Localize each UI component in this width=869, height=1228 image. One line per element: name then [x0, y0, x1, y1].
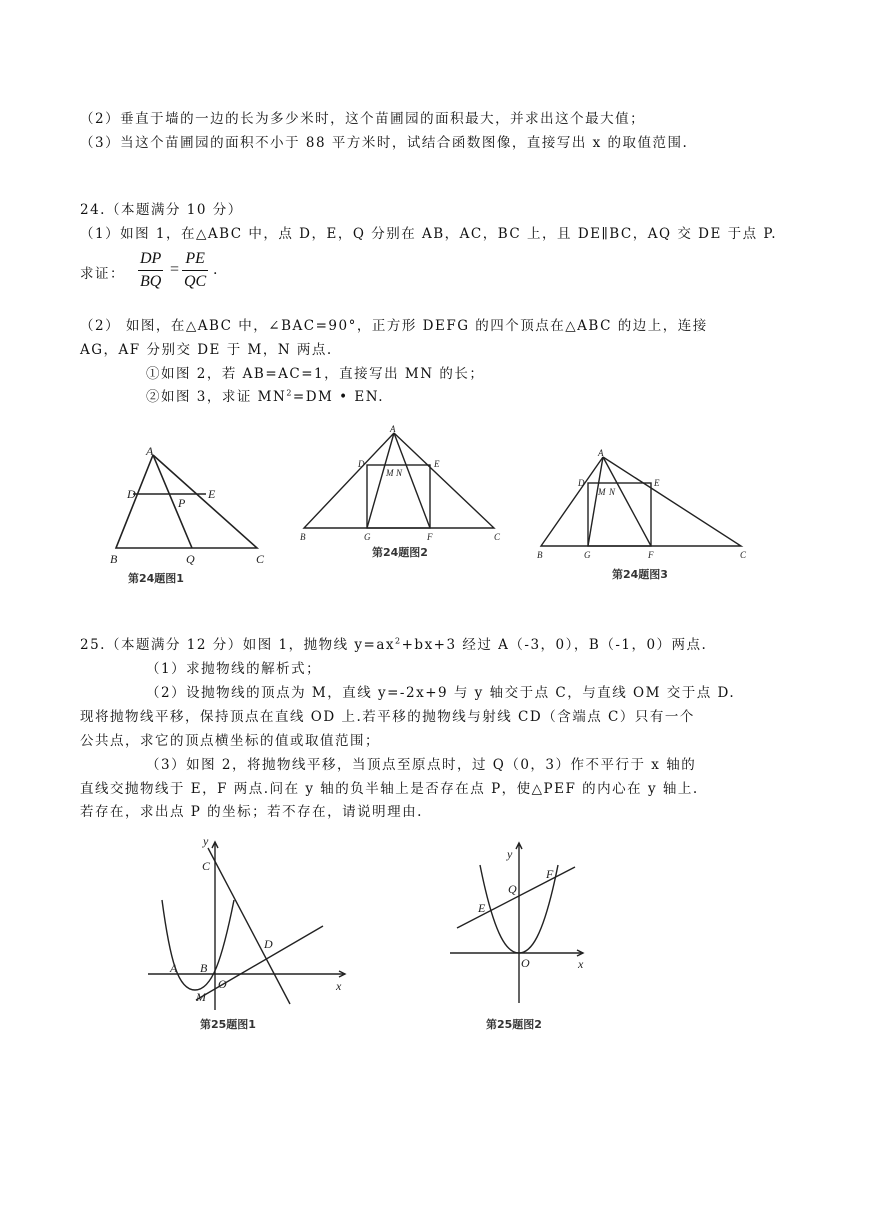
- figure-24-3-labels: [537, 448, 747, 581]
- q24-sub2-text-b: =DM • EN.: [292, 389, 385, 405]
- equals-sign: =: [170, 261, 180, 278]
- q25-part3-line1: （3）如图 2，将抛物线平移，当顶点至原点时，过 Q（0，3）作不平行于 x 轴的: [146, 757, 697, 773]
- label-d: D: [358, 459, 365, 469]
- q25-part2-line1: （2）设抛物线的顶点为 M，直线 y=-2x+9 与 y 轴交于点 C，与直线 OM 交于点 D.: [146, 685, 736, 701]
- label-d: D: [578, 478, 585, 488]
- q24-prove-label: 求证：: [80, 266, 125, 282]
- fraction-denominator: QC: [184, 273, 207, 290]
- label-c: C: [740, 550, 747, 560]
- q24-part2-line2: AG，AF 分别交 DE 于 M，N 两点.: [80, 342, 333, 358]
- label-d: D: [264, 937, 273, 951]
- label-n: N: [609, 487, 616, 497]
- figure-24-1: [116, 455, 257, 548]
- label-b: B: [200, 961, 208, 975]
- q24-part2-sub1: ①如图 2，若 AB=AC=1，直接写出 MN 的长；: [146, 366, 485, 382]
- caption-fig25-1: 第25题图1: [200, 1018, 256, 1031]
- fraction-denominator: BQ: [140, 273, 162, 290]
- label-y: y: [507, 847, 513, 861]
- label-g: G: [584, 550, 591, 560]
- figure-25-1-labels: [169, 834, 342, 1031]
- figure-24-1-labels: [110, 444, 265, 585]
- q25-text-b: +bx+3 经过 A（-3，0），B（-1，0）两点.: [401, 637, 708, 653]
- figure-24-3: [541, 457, 741, 546]
- label-m: M: [196, 990, 206, 1004]
- figure-24-2: [304, 433, 494, 528]
- q25-text-a: 25.（本题满分 12 分）如图 1，抛物线 y=ax: [80, 637, 396, 653]
- q25-part3-line2: 直线交抛物线于 E，F 两点.问在 y 轴的负半轴上是否存在点 P，使△PEF 的内心在 y 轴上.: [80, 781, 699, 797]
- q24-part2-sub2: [146, 385, 384, 405]
- label-a: A: [390, 424, 396, 434]
- label-c: C: [494, 532, 501, 542]
- fraction-dp-bq: [138, 250, 163, 291]
- q24-part2-line1: （2） 如图，在△ABC 中，∠BAC=90°，正方形 DEFG 的四个顶点在△ABC 的边上，连接: [80, 318, 708, 334]
- figure-25-2: [450, 843, 583, 1003]
- label-g: G: [364, 532, 371, 542]
- figure-25-2-labels: [477, 847, 584, 1031]
- label-f: F: [427, 532, 433, 542]
- label-y: y: [203, 834, 209, 848]
- fraction-period: .: [213, 262, 218, 278]
- figure-25-1: [148, 842, 345, 1010]
- q25-part2-line3: 公共点，求它的顶点横坐标的值或取值范围；: [80, 733, 380, 749]
- label-a: A: [598, 448, 604, 458]
- label-a: A: [170, 961, 178, 975]
- label-e: E: [478, 901, 486, 915]
- fraction-numerator: PE: [185, 250, 205, 267]
- q25-superscript: 2: [395, 636, 402, 646]
- label-o: O: [218, 977, 227, 991]
- label-e: E: [208, 487, 216, 501]
- label-c: C: [256, 552, 265, 566]
- q25-part3-line3: 若存在，求出点 P 的坐标；若不存在，请说明理由.: [80, 804, 423, 820]
- q24-sub2-superscript: 2: [286, 388, 293, 398]
- label-q: Q: [186, 552, 195, 566]
- q24-part1: （1）如图 1，在△ABC 中，点 D，E，Q 分别在 AB，AC，BC 上，且 DE∥BC，AQ 交 DE 于点 P.: [80, 226, 778, 242]
- caption-fig24-1: 第24题图1: [128, 572, 184, 585]
- label-b: B: [110, 552, 118, 566]
- q24-title: 24.（本题满分 10 分）: [80, 202, 243, 218]
- label-n: N: [396, 468, 403, 478]
- label-a: A: [146, 444, 154, 458]
- q25-title-line: [80, 633, 707, 653]
- label-b: B: [537, 550, 543, 560]
- q23-part2: （2）垂直于墙的一边的长为多少米时，这个苗圃园的面积最大，并求出这个最大值；: [80, 111, 646, 127]
- caption-fig24-2: 第24题图2: [372, 546, 428, 559]
- figure-24-2-labels: [300, 424, 501, 559]
- label-p: P: [178, 496, 186, 510]
- label-x: x: [336, 979, 342, 993]
- label-x: x: [578, 957, 584, 971]
- label-c: C: [202, 859, 211, 873]
- q24-sub2-text-a: ②如图 3，求证 MN: [146, 389, 287, 405]
- label-f: F: [648, 550, 654, 560]
- caption-fig25-2: 第25题图2: [486, 1018, 542, 1031]
- fraction-numerator: DP: [140, 250, 162, 267]
- fraction-pe-qc: [182, 250, 208, 291]
- label-q: Q: [508, 882, 517, 896]
- label-m: M: [386, 468, 394, 478]
- label-e: E: [654, 478, 660, 488]
- label-d: D: [127, 487, 136, 501]
- caption-fig24-3: 第24题图3: [612, 568, 668, 581]
- q25-part1: （1）求抛物线的解析式；: [146, 661, 322, 677]
- label-f: F: [546, 867, 554, 881]
- label-e: E: [434, 459, 440, 469]
- q23-part3: （3）当这个苗圃园的面积不小于 88 平方米时，试结合函数图像，直接写出 x 的取值范围.: [80, 135, 689, 151]
- label-o: O: [521, 956, 530, 970]
- q25-part2-line2: 现将抛物线平移，保持顶点在直线 OD 上.若平移的抛物线与射线 CD（含端点 C）只有一个: [80, 709, 695, 725]
- label-b: B: [300, 532, 306, 542]
- label-m: M: [598, 487, 606, 497]
